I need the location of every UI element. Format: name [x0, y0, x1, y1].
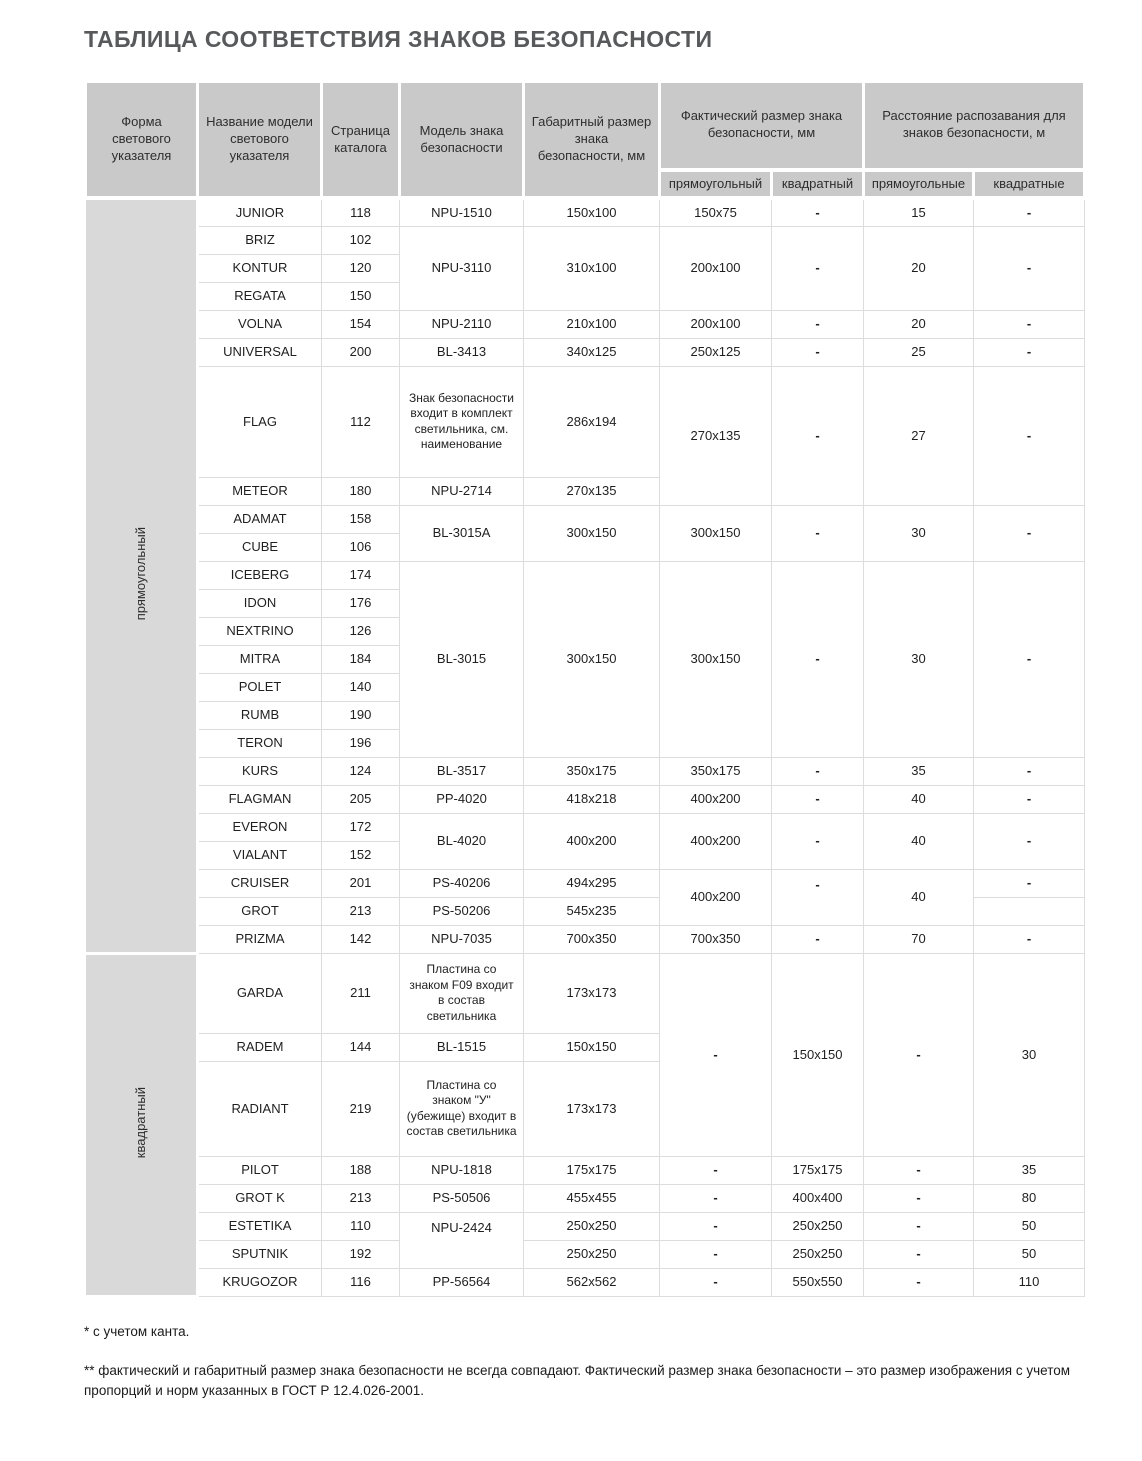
table-cell: -: [864, 1156, 974, 1184]
table-cell: 455x455: [524, 1184, 660, 1212]
col-header-sign-model: Модель знака безопасности: [400, 82, 524, 199]
table-cell: 211: [322, 953, 400, 1033]
table-cell: 180: [322, 477, 400, 505]
table-cell: NPU-7035: [400, 925, 524, 953]
table-cell: 213: [322, 1184, 400, 1212]
col-header-recognition-distance: Расстояние распозавания для знаков безопасности, м: [864, 82, 1085, 170]
table-cell: REGATA: [198, 282, 322, 310]
table-cell: 27: [864, 366, 974, 505]
table-cell: 50: [974, 1240, 1085, 1268]
table-cell: PS-50506: [400, 1184, 524, 1212]
table-cell: 173x173: [524, 953, 660, 1033]
table-cell: 102: [322, 226, 400, 254]
table-cell: 30: [974, 953, 1085, 1156]
table-cell: 200x100: [660, 310, 772, 338]
table-cell: 219: [322, 1061, 400, 1156]
table-cell: 270x135: [660, 366, 772, 505]
table-cell: 200x100: [660, 226, 772, 310]
table-cell: 150x150: [772, 953, 864, 1156]
table-cell: Пластина со знаком F09 входит в состав светильника: [400, 953, 524, 1033]
table-cell: -: [772, 198, 864, 226]
table-cell: 172: [322, 813, 400, 841]
table-cell: ICEBERG: [198, 561, 322, 589]
table-cell: 110: [974, 1268, 1085, 1296]
table-cell: BL-3015: [400, 561, 524, 757]
table-cell: BRIZ: [198, 226, 322, 254]
col-header-actual-size: Фактический размер знака безопасности, мм: [660, 82, 864, 170]
table-cell: ADAMAT: [198, 505, 322, 533]
table-cell: 200: [322, 338, 400, 366]
table-cell: 270x135: [524, 477, 660, 505]
table-cell: 700x350: [524, 925, 660, 953]
table-cell: 188: [322, 1156, 400, 1184]
table-cell: -: [660, 1268, 772, 1296]
table-cell: 350x175: [660, 757, 772, 785]
table-cell: 70: [864, 925, 974, 953]
table-cell: EVERON: [198, 813, 322, 841]
table-cell: 286x194: [524, 366, 660, 477]
table-cell: BL-3517: [400, 757, 524, 785]
table-row: [86, 925, 1085, 953]
table-cell: 150x75: [660, 198, 772, 226]
table-cell: POLET: [198, 673, 322, 701]
col-header-catalog-page: Страница каталога: [322, 82, 400, 199]
table-cell: -: [772, 226, 864, 310]
table-cell: 120: [322, 254, 400, 282]
table-cell: 700x350: [660, 925, 772, 953]
table-row: [86, 813, 1085, 841]
table-cell: 118: [322, 198, 400, 226]
table-cell: 112: [322, 366, 400, 477]
table-cell: 50: [974, 1212, 1085, 1240]
table-cell: PILOT: [198, 1156, 322, 1184]
table-cell: 400x200: [524, 813, 660, 869]
col-header-overall-size: Габаритный размер знака безопасности, мм: [524, 82, 660, 199]
table-cell: JUNIOR: [198, 198, 322, 226]
table-cell: 110: [322, 1212, 400, 1240]
table-cell: 400x200: [660, 785, 772, 813]
table-cell: 400x400: [772, 1184, 864, 1212]
table-cell: IDON: [198, 589, 322, 617]
table-row: [86, 1240, 1085, 1268]
table-cell: 35: [864, 757, 974, 785]
table-header: [86, 82, 1085, 199]
table-cell: -: [974, 226, 1085, 310]
table-cell: BL-3413: [400, 338, 524, 366]
table-cell: -: [974, 925, 1085, 953]
table-row: [86, 757, 1085, 785]
table-cell: 20: [864, 310, 974, 338]
table-cell: 40: [864, 813, 974, 869]
footnote-gost: ** фактический и габаритный размер знака безопасности не всегда совпадают. Фактический размер знака безопасности – это размер изображения с учетом пропорций и норм указанных в ГОСТ Р 12.4.026-2001.: [84, 1363, 1071, 1399]
table-cell: 300x150: [524, 561, 660, 757]
table-cell: -: [772, 813, 864, 869]
table-cell: 184: [322, 645, 400, 673]
table-cell: 210x100: [524, 310, 660, 338]
table-cell: [974, 897, 1085, 925]
table-cell: 142: [322, 925, 400, 953]
table-cell: NPU-1818: [400, 1156, 524, 1184]
table-cell: NPU-2424: [400, 1212, 524, 1268]
table-cell: KONTUR: [198, 254, 322, 282]
table-cell: 126: [322, 617, 400, 645]
table-row: [86, 1184, 1085, 1212]
table-row: [86, 1156, 1085, 1184]
table-cell: Пластина со знаком "У" (убежище) входит в состав светильника: [400, 1061, 524, 1156]
table-cell: RUMB: [198, 701, 322, 729]
table-cell: NPU-2110: [400, 310, 524, 338]
table-cell: -: [772, 338, 864, 366]
table-cell: NEXTRINO: [198, 617, 322, 645]
table-cell: 140: [322, 673, 400, 701]
table-cell: NPU-1510: [400, 198, 524, 226]
table-cell: -: [864, 1268, 974, 1296]
table-cell: -: [772, 310, 864, 338]
table-cell: 116: [322, 1268, 400, 1296]
table-cell: -: [772, 785, 864, 813]
table-cell: RADEM: [198, 1033, 322, 1061]
table-cell: 175x175: [524, 1156, 660, 1184]
table-cell: -: [974, 198, 1085, 226]
table-row: [86, 1212, 1085, 1240]
table-cell: NPU-3110: [400, 226, 524, 310]
table-cell: 80: [974, 1184, 1085, 1212]
table-cell: -: [660, 953, 772, 1156]
table-cell: 400x200: [660, 813, 772, 869]
table-row: [86, 869, 1085, 897]
shape-label: прямоугольный: [132, 527, 148, 621]
table-row: [86, 198, 1085, 226]
table-cell: 175x175: [772, 1156, 864, 1184]
table-cell: ESTETIKA: [198, 1212, 322, 1240]
table-cell: 20: [864, 226, 974, 310]
table-cell: 350x175: [524, 757, 660, 785]
table-cell: 176: [322, 589, 400, 617]
subcol-distance-rectangular: прямоугольные: [864, 170, 974, 199]
table-cell: -: [864, 1212, 974, 1240]
table-cell: METEOR: [198, 477, 322, 505]
table-cell: 124: [322, 757, 400, 785]
table-cell: -: [974, 757, 1085, 785]
table-cell: PP-56564: [400, 1268, 524, 1296]
table-cell: 30: [864, 505, 974, 561]
table-cell: -: [660, 1240, 772, 1268]
table-row: [86, 1268, 1085, 1296]
table-row: [86, 338, 1085, 366]
header-group-row: [86, 82, 1085, 170]
table-cell: 40: [864, 785, 974, 813]
shape-cell: [86, 198, 198, 953]
table-cell: -: [772, 925, 864, 953]
table-row: [86, 226, 1085, 254]
page-title: ТАБЛИЦА СООТВЕТСТВИЯ ЗНАКОВ БЕЗОПАСНОСТИ: [84, 26, 713, 52]
table-cell: BL-4020: [400, 813, 524, 869]
table-cell: 40: [864, 869, 974, 925]
table-cell: 30: [864, 561, 974, 757]
table-cell: 201: [322, 869, 400, 897]
table-cell: 150: [322, 282, 400, 310]
table-cell: BL-1515: [400, 1033, 524, 1061]
table-cell: GARDA: [198, 953, 322, 1033]
table-cell: FLAG: [198, 366, 322, 477]
table-cell: -: [660, 1184, 772, 1212]
table-cell: 196: [322, 729, 400, 757]
table-cell: 190: [322, 701, 400, 729]
table-cell: 300x150: [660, 505, 772, 561]
table-cell: -: [974, 310, 1085, 338]
footnotes: [84, 1322, 1083, 1401]
table-cell: 150x100: [524, 198, 660, 226]
table-cell: BL-3015A: [400, 505, 524, 561]
table-cell: 173x173: [524, 1061, 660, 1156]
table-cell: GROT K: [198, 1184, 322, 1212]
table-cell: 550x550: [772, 1268, 864, 1296]
table-cell: 250x250: [524, 1212, 660, 1240]
table-cell: KRUGOZOR: [198, 1268, 322, 1296]
table-cell: 310x100: [524, 226, 660, 310]
table-cell: -: [772, 869, 864, 925]
footnote-kant: * с учетом канта.: [84, 1323, 190, 1339]
table-cell: 545x235: [524, 897, 660, 925]
table-cell: 158: [322, 505, 400, 533]
table-cell: 250x250: [524, 1240, 660, 1268]
table-row: [86, 505, 1085, 533]
shape-cell: [86, 953, 198, 1296]
table-cell: VIALANT: [198, 841, 322, 869]
table-cell: -: [864, 1184, 974, 1212]
table-cell: 418x218: [524, 785, 660, 813]
table-cell: -: [974, 338, 1085, 366]
table-cell: 205: [322, 785, 400, 813]
table-row: [86, 785, 1085, 813]
table-row: [86, 310, 1085, 338]
table-cell: -: [864, 1240, 974, 1268]
table-body: [86, 198, 1085, 1296]
table-cell: VOLNA: [198, 310, 322, 338]
table-cell: 213: [322, 897, 400, 925]
shape-label: квадратный: [132, 1087, 148, 1159]
table-cell: -: [772, 505, 864, 561]
table-cell: PP-4020: [400, 785, 524, 813]
table-cell: -: [772, 757, 864, 785]
table-cell: -: [974, 561, 1085, 757]
table-cell: -: [772, 561, 864, 757]
table-row: [86, 561, 1085, 589]
table-row: [86, 366, 1085, 477]
table-cell: 250x250: [772, 1212, 864, 1240]
table-cell: 150x150: [524, 1033, 660, 1061]
table-cell: TERON: [198, 729, 322, 757]
table-cell: KURS: [198, 757, 322, 785]
table-cell: 562x562: [524, 1268, 660, 1296]
table-cell: 15: [864, 198, 974, 226]
table-cell: Знак безопасности входит в комплект светильника, см. наименование: [400, 366, 524, 477]
table-cell: CUBE: [198, 533, 322, 561]
table-cell: RADIANT: [198, 1061, 322, 1156]
table-cell: CRUISER: [198, 869, 322, 897]
table-cell: 25: [864, 338, 974, 366]
table-cell: 144: [322, 1033, 400, 1061]
table-cell: GROT: [198, 897, 322, 925]
table-cell: PS-40206: [400, 869, 524, 897]
table-cell: MITRA: [198, 645, 322, 673]
table-cell: 192: [322, 1240, 400, 1268]
safety-signs-table: [84, 80, 1086, 1298]
table-cell: -: [660, 1156, 772, 1184]
table-cell: -: [864, 953, 974, 1156]
table-cell: 250x125: [660, 338, 772, 366]
table-cell: 174: [322, 561, 400, 589]
table-cell: 300x150: [660, 561, 772, 757]
table-cell: 35: [974, 1156, 1085, 1184]
col-header-model-name: Название модели светового указателя: [198, 82, 322, 199]
table-cell: 152: [322, 841, 400, 869]
table-cell: 106: [322, 533, 400, 561]
table-cell: -: [974, 813, 1085, 869]
table-cell: -: [660, 1212, 772, 1240]
table-cell: -: [974, 366, 1085, 505]
table-cell: FLAGMAN: [198, 785, 322, 813]
subcol-actual-square: квадратный: [772, 170, 864, 199]
table-row: [86, 953, 1085, 1033]
subcol-actual-rectangular: прямоугольный: [660, 170, 772, 199]
table-cell: 250x250: [772, 1240, 864, 1268]
table-cell: 340x125: [524, 338, 660, 366]
table-cell: SPUTNIK: [198, 1240, 322, 1268]
subcol-distance-square: квадратные: [974, 170, 1085, 199]
col-header-shape: Форма светового указателя: [86, 82, 198, 199]
table-cell: UNIVERSAL: [198, 338, 322, 366]
table-cell: 400x200: [660, 869, 772, 925]
table-cell: PS-50206: [400, 897, 524, 925]
table-cell: -: [974, 869, 1085, 897]
table-cell: -: [974, 785, 1085, 813]
table-cell: -: [772, 366, 864, 505]
table-cell: -: [974, 505, 1085, 561]
table-cell: 154: [322, 310, 400, 338]
table-cell: 494x295: [524, 869, 660, 897]
table-cell: PRIZMA: [198, 925, 322, 953]
table-cell: 300x150: [524, 505, 660, 561]
table-cell: NPU-2714: [400, 477, 524, 505]
